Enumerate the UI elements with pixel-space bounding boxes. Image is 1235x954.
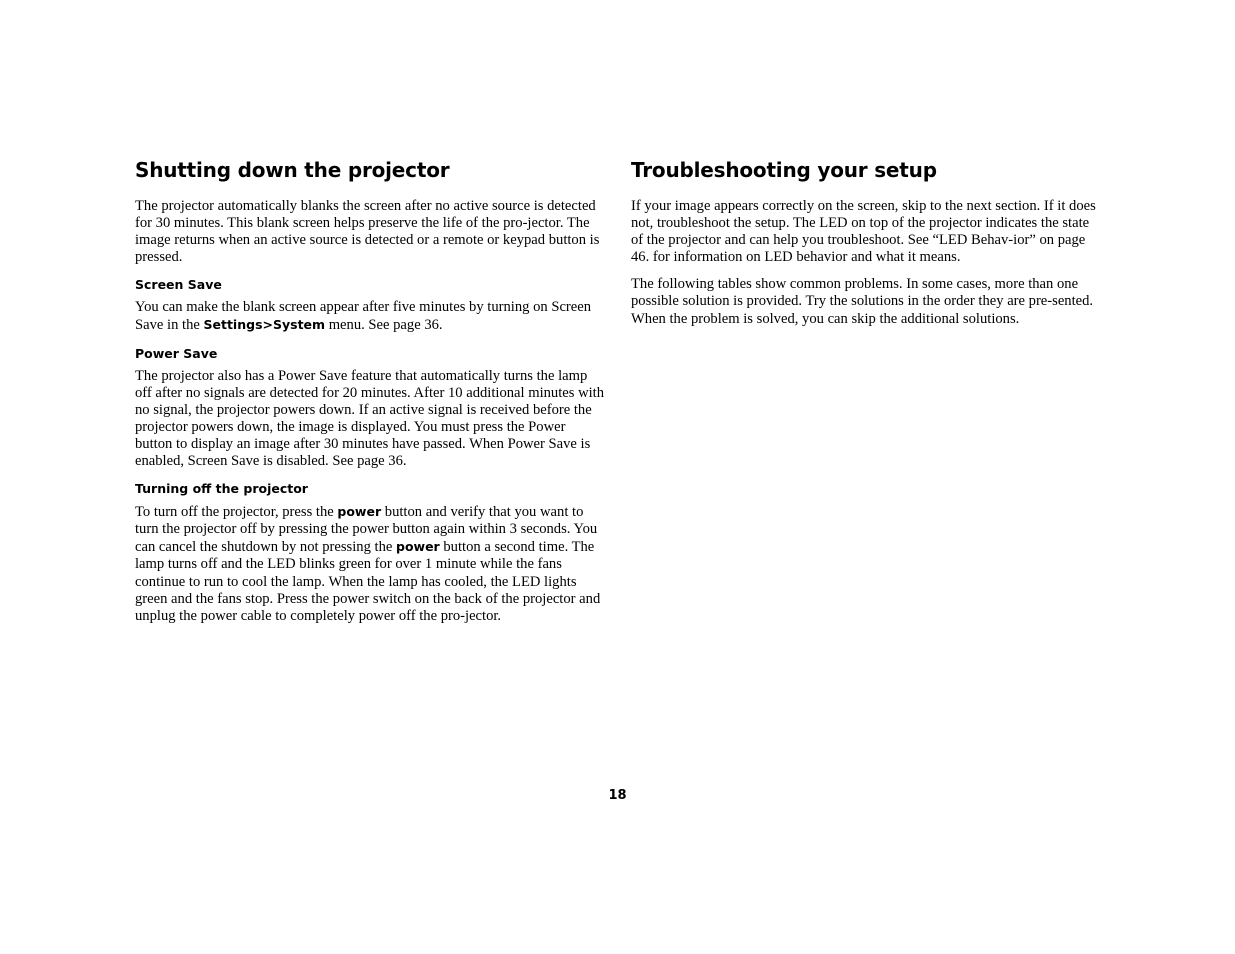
- left-column: [135, 156, 605, 635]
- power-keyword-2: power: [396, 539, 440, 555]
- power-keyword-1: power: [337, 504, 382, 520]
- intro-paragraph: The projector automatically blanks the screen after no active source is detected for 30 minutes. This blank screen helps preserve the life of the pro-jector. The image returns when an active source is detected or a remote or keypad button is pressed.: [135, 198, 600, 266]
- screen-save-text-after: menu. See page 36.: [325, 317, 443, 334]
- troubleshooting-paragraph-2: The following tables show common problems. In some cases, more than one possible solution is provided. Try the solutions in the order they are pre-sented. When the problem is solved, you can skip the additional solutions.: [631, 276, 1094, 327]
- troubleshooting-paragraph-1: If your image appears correctly on the screen, skip to the next section. If it does not, troubleshoot the setup. The LED on top of the projector indicates the state of the projector and can help you troubleshoot. See “LED Behav-ior” on page 46. for information on LED behavior and what it means.: [631, 198, 1096, 266]
- subheading-turning-off: Turning off the projector: [135, 481, 308, 497]
- right-column: [631, 156, 1101, 338]
- page-number: 18: [608, 788, 627, 803]
- turning-off-text-3: button a second time. The lamp turns off and the LED blinks green for over 1 minute while the fans continue to run to cool the lamp. When the lamp has cooled, the LED lights green and the fans stop. Press the power switch on the back of the projector and unplug the power cable to completely power off the pro-jector.: [135, 539, 601, 624]
- section-title-troubleshooting: Troubleshooting your setup: [631, 158, 937, 182]
- subheading-power-save: Power Save: [135, 345, 218, 361]
- subheading-screen-save: Screen Save: [135, 277, 222, 293]
- turning-off-text-2: button and verify that you want to turn the projector off by pressing the power button again within 3 seconds. You can cancel the shutdown by not pressing the: [135, 504, 598, 556]
- screen-save-text-before: You can make the blank screen appear after five minutes by turning on Screen Save in the: [135, 299, 592, 334]
- screen-save-paragraph: [135, 299, 605, 334]
- section-title-shutting-down: Shutting down the projector: [135, 158, 450, 182]
- turning-off-paragraph: [135, 503, 605, 625]
- power-save-paragraph: The projector also has a Power Save feature that automatically turns the lamp off after no signals are detected for 20 minutes. After 10 additional minutes with no signal, the projector powers down. If an active signal is received before the projector powers down, the image is displayed. You must press the Power button to display an image after 30 minutes have passed. When Power Save is enabled, Screen Save is disabled. See page 36.: [135, 367, 605, 470]
- settings-system-menu-path: Settings>System: [203, 317, 326, 333]
- turning-off-text-1: To turn off the projector, press the: [135, 504, 338, 521]
